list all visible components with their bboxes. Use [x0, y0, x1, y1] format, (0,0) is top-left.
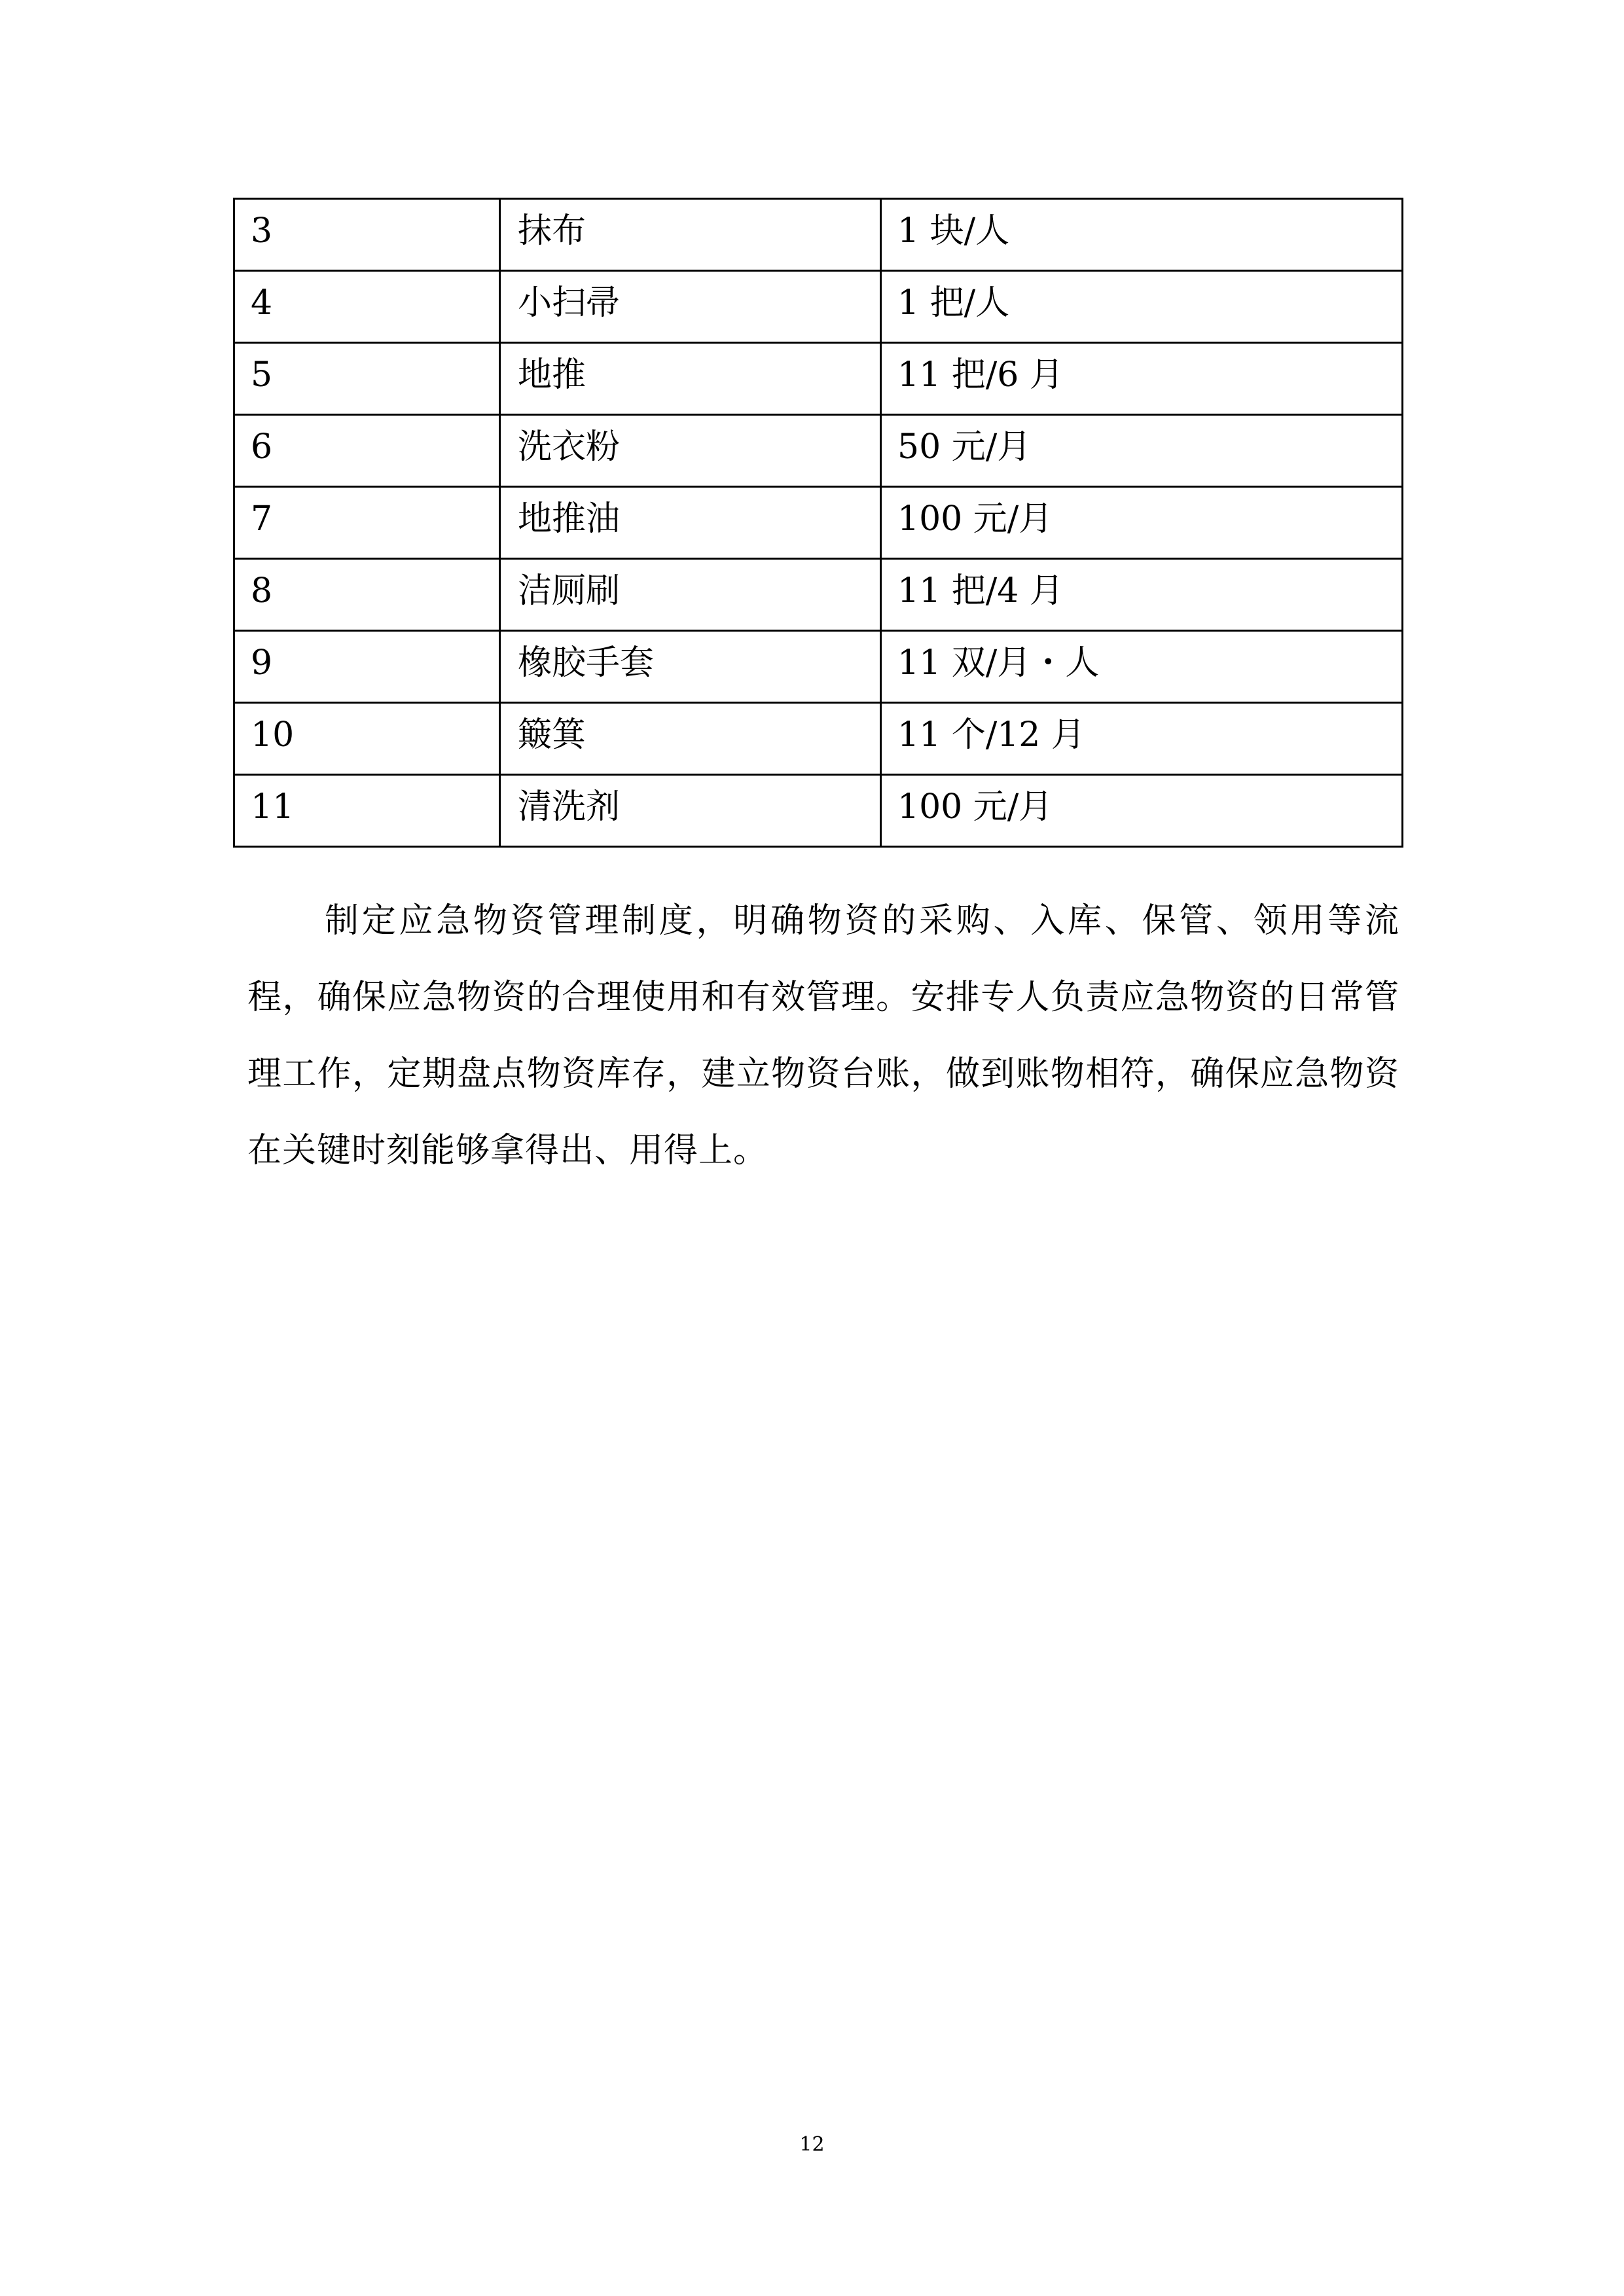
row-number-cell: 8	[234, 559, 500, 631]
quota-cell: 11 把/4 月	[881, 559, 1403, 631]
body-paragraph: 制定应急物资管理制度，明确物资的采购、入库、保管、领用等流程，确保应急物资的合理使用和有效管理。安排专人负责应急物资的日常管理工作，定期盘点物资库存，建立物资台账，做到账物相符，确保应急物资在关键时刻能够拿得出、用得上。	[247, 901, 1399, 1170]
table-row	[234, 559, 1403, 631]
item-name-cell: 小扫帚	[500, 271, 881, 343]
item-name-cell: 橡胶手套	[500, 631, 881, 703]
item-name-cell: 洁厕刷	[500, 559, 881, 631]
quota-cell: 1 块/人	[881, 199, 1403, 271]
table-row	[234, 415, 1403, 487]
item-name-cell: 簸箕	[500, 703, 881, 775]
row-number-cell: 10	[234, 703, 500, 775]
table-row	[234, 343, 1403, 415]
supplies-table	[233, 198, 1403, 848]
quota-cell: 50 元/月	[881, 415, 1403, 487]
row-number-cell: 5	[234, 343, 500, 415]
quota-cell: 1 把/人	[881, 271, 1403, 343]
page-number: 12	[799, 2133, 825, 2156]
row-number-cell: 7	[234, 487, 500, 559]
item-name-cell: 洗衣粉	[500, 415, 881, 487]
quota-cell: 100 元/月	[881, 775, 1403, 847]
table-row	[234, 487, 1403, 559]
row-number-cell: 4	[234, 271, 500, 343]
quota-cell: 11 把/6 月	[881, 343, 1403, 415]
table-row	[234, 703, 1403, 775]
quota-cell: 11 个/12 月	[881, 703, 1403, 775]
table-row	[234, 631, 1403, 703]
table-row	[234, 775, 1403, 847]
table-row	[234, 271, 1403, 343]
item-name-cell: 地推	[500, 343, 881, 415]
table-row	[234, 199, 1403, 271]
item-name-cell: 清洗剂	[500, 775, 881, 847]
item-name-cell: 抹布	[500, 199, 881, 271]
row-number-cell: 6	[234, 415, 500, 487]
quota-cell: 11 双/月・人	[881, 631, 1403, 703]
row-number-cell: 11	[234, 775, 500, 847]
item-name-cell: 地推油	[500, 487, 881, 559]
quota-cell: 100 元/月	[881, 487, 1403, 559]
row-number-cell: 3	[234, 199, 500, 271]
row-number-cell: 9	[234, 631, 500, 703]
